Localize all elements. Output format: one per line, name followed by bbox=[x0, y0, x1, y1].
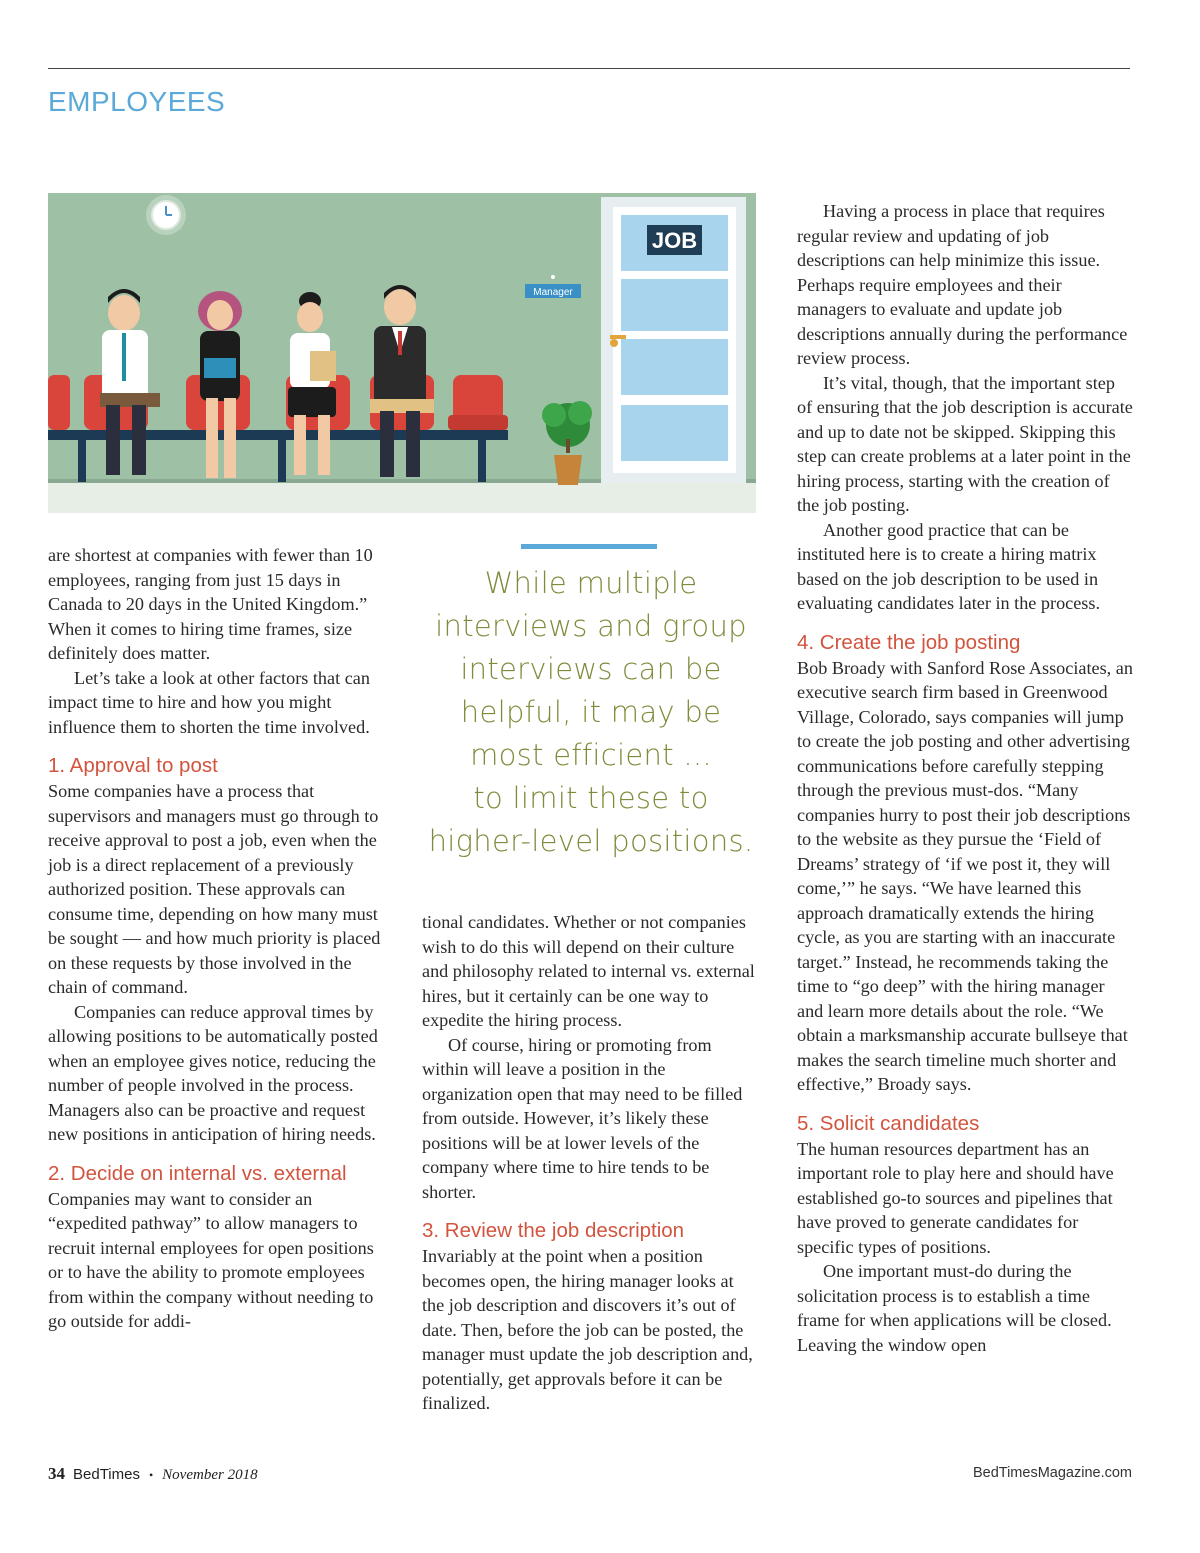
bullet-separator: • bbox=[148, 1468, 154, 1482]
paragraph: are shortest at companies with fewer than 10 employees, ranging from just 15 days in Canada to 20 days in the United Kingdom.” When it comes to hiring time frames, size definitely does matter. bbox=[48, 545, 373, 663]
page-footer bbox=[48, 1464, 258, 1484]
paragraph: Bob Broady with Sanford Rose Associates, an executive search firm based in Greenwood Village, Colorado, says companies will jump to create the job posting and other advertising communications before carefully stepping through the previous must-dos. “Many companies hurry to post their job descriptions to the website as they pursue the ‘Field of Dreams’ strategy of ‘if we post it, they will come,’” he says. “We have learned this approach dramatically extends the hiring cycle, as you are starting with an inaccurate target.” Instead, he recommends taking the time to “go deep” with the hiring manager and learn more details about the role. “We obtain a marksmanship accurate bullseye that makes the search timeline much shorter and effective,” Broady says. bbox=[797, 657, 1133, 1094]
paragraph: Companies may want to consider an “expedited pathway” to allow managers to recruit internal employees for open positions or to have the ability to promote employees from within the company without needing to go outside for addi- bbox=[48, 1188, 374, 1331]
paragraph: One important must-do during the solicitation process is to establish a time frame for when applications will be closed. Leaving the window open bbox=[797, 1261, 1112, 1355]
manager-plate-text: Manager bbox=[533, 287, 573, 298]
pullquote-rule bbox=[521, 544, 657, 549]
subheading-approval-to-post: 1. Approval to post bbox=[48, 754, 218, 777]
website-url: BedTimesMagazine.com bbox=[972, 1465, 1132, 1481]
paragraph: It’s vital, though, that the important step of ensuring that the job description is accurate and up to date not be skipped. Skipping this step can create problems at a later point in the hiring process, starting with the creation of the job posting. bbox=[797, 372, 1133, 515]
article-column-3 bbox=[797, 199, 1133, 1357]
pullquote-line: While multiple bbox=[484, 566, 698, 600]
pullquote bbox=[422, 562, 760, 863]
pullquote-line: higher-level positions. bbox=[428, 824, 754, 858]
issue-date: November 2018 bbox=[162, 1467, 258, 1483]
pullquote-line: most efficient ... bbox=[470, 738, 712, 772]
hero-illustration bbox=[48, 193, 756, 513]
magazine-name: BedTimes bbox=[73, 1466, 140, 1483]
pullquote-line: interviews and group bbox=[435, 609, 747, 643]
paragraph: Companies can reduce approval times by allowing positions to be automatically posted when an employee gives notice, reducing the number of people involved in the process. Managers also can be proactive and request new positions in anticipation of hiring needs. bbox=[48, 1001, 378, 1144]
paragraph: The human resources department has an important role to play here and should have established go-to sources and pipelines that have proved to generate candidates for specific types of positions. bbox=[797, 1138, 1114, 1257]
pullquote-line: interviews can be bbox=[460, 652, 722, 686]
pullquote-line: helpful, it may be bbox=[460, 695, 722, 729]
paragraph: Another good practice that can be instituted here is to create a hiring matrix based on the job description to be used in evaluating candidates later in the process. bbox=[797, 519, 1101, 613]
section-label: EMPLOYEES bbox=[48, 86, 226, 117]
paragraph: Some companies have a process that supervisors and managers must go through to receive approval to post a job, even when the job is a direct replacement of a previously authorized position. These approvals can consume time, depending on how many must be sought — and how much priority is placed on these requests by those involved in the chain of command. bbox=[48, 781, 381, 997]
top-rule bbox=[48, 68, 1130, 69]
article-column-2 bbox=[422, 910, 760, 1416]
office-door bbox=[601, 197, 746, 483]
clock-icon bbox=[146, 195, 186, 235]
subheading-create-job-posting: 4. Create the job posting bbox=[797, 630, 1021, 654]
subheading-review-job-description: 3. Review the job description bbox=[422, 1219, 685, 1242]
subheading-solicit-candidates: 5. Solicit candidates bbox=[797, 1111, 980, 1135]
paragraph: Invariably at the point when a position becomes open, the hiring manager looks at the job description and discovers it’s out of date. Then, before the job can be posted, the manager must update the job description and, potentially, get approvals before it can be finalized. bbox=[422, 1246, 753, 1413]
paragraph: Of course, hiring or promoting from within will leave a position in the organization open that may need to be filled from outside. However, it’s likely these positions will be at lower levels of the company where time to hire tends to be shorter. bbox=[422, 1034, 743, 1202]
job-sign-text: JOB bbox=[651, 228, 698, 253]
subheading-internal-vs-external: 2. Decide on internal vs. external bbox=[48, 1161, 347, 1185]
door-knob bbox=[610, 339, 618, 347]
paragraph: Let’s take a look at other factors that can impact time to hire and how you might influence them to shorten the time involved. bbox=[48, 667, 370, 737]
page-number: 34 bbox=[48, 1464, 65, 1483]
pullquote-line: to limit these to bbox=[473, 781, 709, 815]
paragraph: tional candidates. Whether or not companies wish to do this will depend on their culture and philosophy related to internal vs. external hires, but it certainly can be one way to expedite the hiring process. bbox=[422, 912, 755, 1030]
article-column-1 bbox=[48, 543, 384, 1334]
paragraph: Having a process in place that requires regular review and updating of job descriptions can help minimize this issue. Perhaps require employees and their managers to evaluate and update job descriptions annually during the performance review process. bbox=[797, 201, 1128, 368]
